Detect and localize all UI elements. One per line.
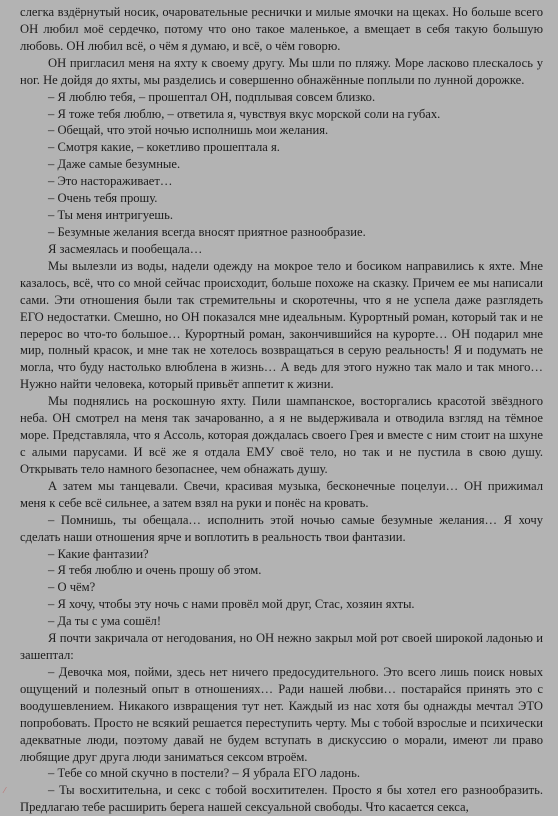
- paragraph: Мы вылезли из воды, надели одежду на мокрое тело и босиком направились к яхте. Мне казалось, всё, что со мной сейчас происходит, больше похоже на сказку. Причем ее мы написали сами. Эти отношения были так стремительны и скоротечны, что я не успела даже разглядеть ЕГО недостатки. Смешно, но ОН показался мне идеальным. Курортный роман, который так и не перерос во что-то большое… Курортный роман, закончившийся на курорте… ОН подарил мне мир, полный красок, и мне так не хотелось возвращаться в серую реальность! Я и подумать не могла, что буду настолько влюблена в жизнь… А ведь для этого нужно так мало и так много… Нужно найти человека, который привьёт аппетит к жизни.: [20, 258, 543, 392]
- paragraph: – Девочка моя, пойми, здесь нет ничего предосудительного. Это всего лишь поиск новых ощущений и полезный опыт в отношениях… Ради нашей любви… постарайся принять это с воодушевлением. Никакого извращения тут нет. Каждый из нас хотя бы однажды мечтал ЭТО попробовать. Просто не всякий решается переступить черту. Мы с тобой взрослые и психически адекватные люди, поэтому давай не будем вступать в дискуссию о морали, имеют ли право любящие друг друга люди заниматься сексом втроём.: [20, 664, 543, 764]
- paragraph: – Ты меня интригуешь.: [48, 208, 174, 223]
- paragraph: Мы поднялись на роскошную яхту. Пили шампанское, восторгались красотой звёздного неба. ОН смотрел на меня так зачарованно, а я не выдерживала и отводила взгляд на тёмное море. Представляла, что я Ассоль, которая дождалась своего Грея и вместе с ним стоит на шхуне с алыми парусами. И всё же я отдала ЕМУ своё тело, но так и не пустила в свою душу. Открывать тело намного безопаснее, чем обнажать душу.: [20, 394, 543, 476]
- paragraph: – Смотря какие, – кокетливо прошептала я.: [48, 140, 280, 155]
- paragraph: Я засмеялась и пообещала…: [48, 241, 203, 256]
- corner-mark: ⁄: [4, 786, 6, 795]
- paragraph: – Даже самые безумные.: [48, 157, 181, 172]
- paragraph: – Я тоже тебя люблю, – ответила я, чувствуя вкус морской соли на губах.: [48, 106, 441, 121]
- paragraph: – Обещай, что этой ночью исполнишь мои желания.: [48, 123, 329, 138]
- paragraph: – Тебе со мной скучно в постели? – Я убрала ЕГО ладонь.: [48, 766, 361, 781]
- paragraph: – Да ты с ума сошёл!: [48, 614, 162, 629]
- paragraph: – Я люблю тебя, – прошептал ОН, подплывая совсем близко.: [48, 89, 376, 104]
- book-page: [20, 4, 543, 816]
- paragraph: – Ты восхитительна, и секс с тобой восхитителен. Просто я бы хотел его разнообразить. Предлагаю тебе расширить берега нашей сексуальной свободы. Что касается секса,: [20, 783, 543, 815]
- paragraph: – Какие фантазии?: [48, 546, 149, 561]
- paragraph: – Я хочу, чтобы эту ночь с нами провёл мой друг, Стас, хозяин яхты.: [48, 597, 415, 612]
- paragraph: слегка вздёрнутый носик, очаровательные реснички и милые ямочки на щеках. Но больше всего ОН любил моё сердечко, потому что оно такое маленькое, а вмещает в себя такую большую любовь. ОН любил всё, о чём я думаю, и всё, о чём говорю.: [20, 5, 543, 53]
- paragraph: Я почти закричала от негодования, но ОН нежно закрыл мой рот своей широкой ладонью и зашептал:: [20, 631, 543, 663]
- paragraph: – Очень тебя прошу.: [48, 191, 158, 206]
- paragraph: – Безумные желания всегда вносят приятное разнообразие.: [48, 224, 366, 239]
- paragraph: – Я тебя люблю и очень прошу об этом.: [48, 563, 262, 578]
- paragraph: ОН пригласил меня на яхту к своему другу. Мы шли по пляжу. Море ласково плескалось у ног. Не дойдя до яхты, мы разделись и совершенно обнажённые поплыли по лунной дорожке.: [20, 55, 543, 87]
- paragraph: – О чём?: [48, 580, 96, 595]
- paragraph: – Это настораживает…: [48, 174, 173, 189]
- paragraph: – Помнишь, ты обещала… исполнить этой ночью самые безумные желания… Я хочу сделать наши отношения ярче и воплотить в реальность твои фантазии.: [20, 512, 543, 544]
- paragraph: А затем мы танцевали. Свечи, красивая музыка, бесконечные поцелуи… ОН прижимал меня к себе всё сильнее, а затем взял на руки и понёс на кровать.: [20, 478, 543, 510]
